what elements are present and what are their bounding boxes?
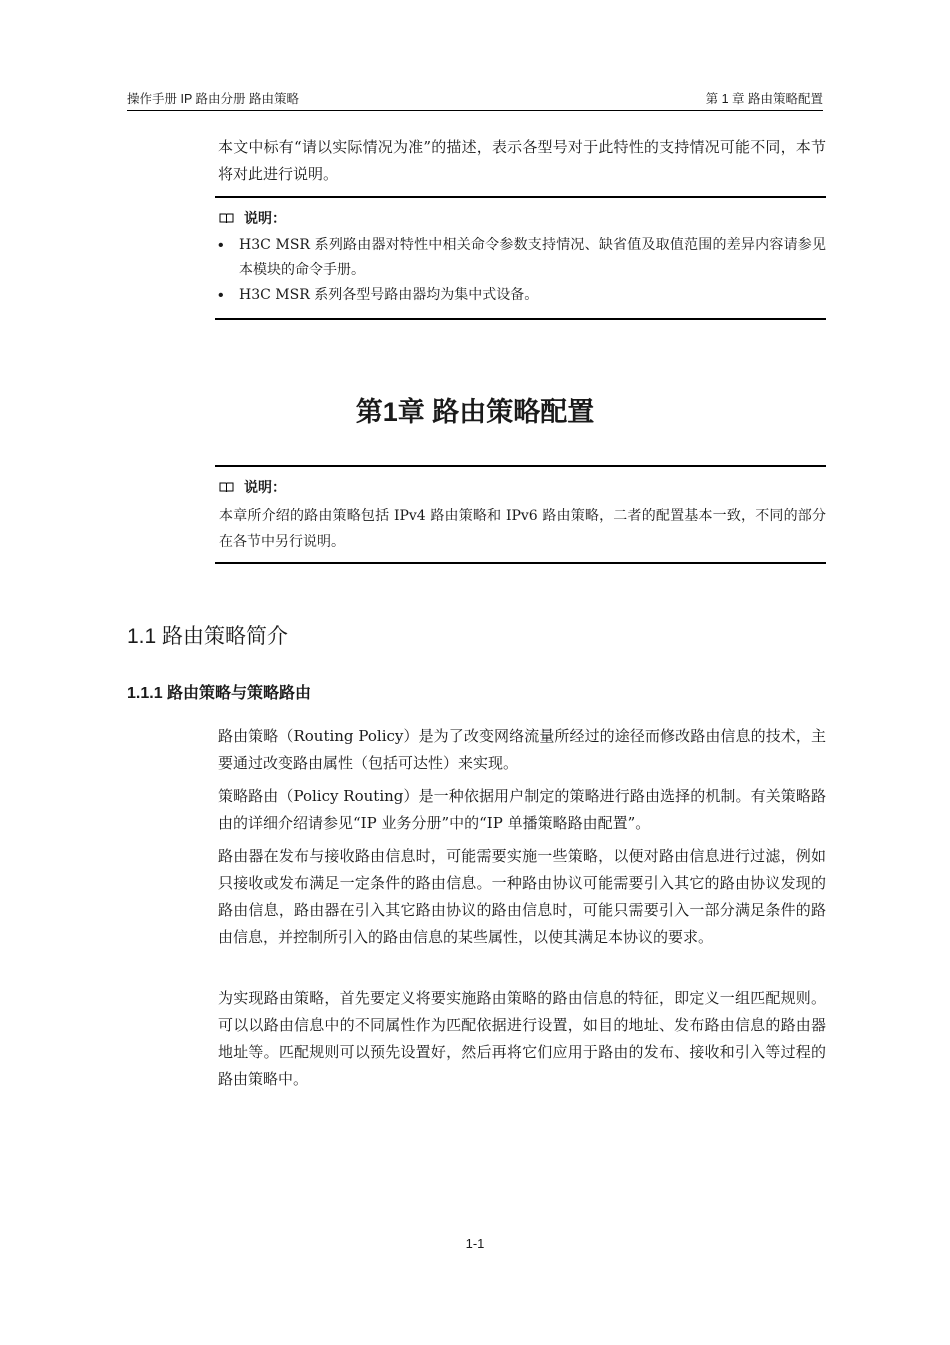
book-icon bbox=[219, 482, 234, 493]
note-bullet-item: • H3C MSR 系列路由器对特性中相关命令参数支持情况、缺省值及取值范围的差异内容请参见本模块的命令手册。 bbox=[215, 233, 826, 283]
body-paragraph: 路由器在发布与接收路由信息时，可能需要实施一些策略，以便对路由信息进行过滤，例如只接收或发布满足一定条件的路由信息。一种路由协议可能需要引入其它的路由协议发现的路由信息，路由器在引入其它路由协议的路由信息时，可能只需要引入一部分满足条件的路由信息，并控制所引入的路由信息的某些属性，以使其满足本协议的要求。 bbox=[218, 847, 826, 946]
section-heading: 1.1 路由策略简介 bbox=[127, 625, 289, 648]
note-bullet-item: • H3C MSR 系列各型号路由器均为集中式设备。 bbox=[215, 283, 826, 308]
body-paragraph: 路由策略（Routing Policy）是为了改变网络流量所经过的途径而修改路由信息的技术，主要通过改变路由属性（包括可达性）来实现。 bbox=[218, 727, 826, 772]
note-title: 说明： bbox=[244, 210, 286, 226]
body-paragraph: 为实现路由策略，首先要定义将要实施路由策略的路由信息的特征，即定义一组匹配规则。可以以路由信息中的不同属性作为匹配依据进行设置，如目的地址、发布路由信息的路由器地址等。匹配规则可以预先设置好，然后再将它们应用于路由的发布、接收和引入等过程的路由策略中。 bbox=[218, 989, 826, 1088]
note-box-1 bbox=[215, 196, 826, 320]
book-icon bbox=[219, 213, 234, 224]
header-right: 第 1 章 路由策略配置 bbox=[705, 92, 823, 106]
header-left: 操作手册 IP 路由分册 路由策略 bbox=[127, 92, 300, 106]
page-number: 1-1 bbox=[465, 1236, 485, 1251]
chapter-title: 第1章 路由策略配置 bbox=[355, 397, 595, 427]
note-text: 本章所介绍的路由策略包括 IPv4 路由策略和 IPv6 路由策略，二者的配置基本一致，不同的部分在各节中另行说明。 bbox=[219, 508, 826, 550]
body-paragraph: 策略路由（Policy Routing）是一种依据用户制定的策略进行路由选择的机制。有关策略路由的详细介绍请参见“IP 业务分册”中的“IP 单播策略路由配置”。 bbox=[218, 787, 826, 832]
subsection-heading: 1.1.1 路由策略与策略路由 bbox=[127, 685, 312, 702]
note-bullet-list bbox=[215, 233, 826, 308]
note-heading bbox=[219, 209, 286, 227]
note-box-2 bbox=[215, 465, 826, 564]
note-heading bbox=[219, 478, 286, 496]
running-header bbox=[127, 90, 823, 111]
intro-paragraph: 本文中标有“请以实际情况为准”的描述，表示各型号对于此特性的支持情况可能不同，本节将对此进行说明。 bbox=[218, 138, 826, 183]
note-title: 说明： bbox=[244, 479, 286, 495]
